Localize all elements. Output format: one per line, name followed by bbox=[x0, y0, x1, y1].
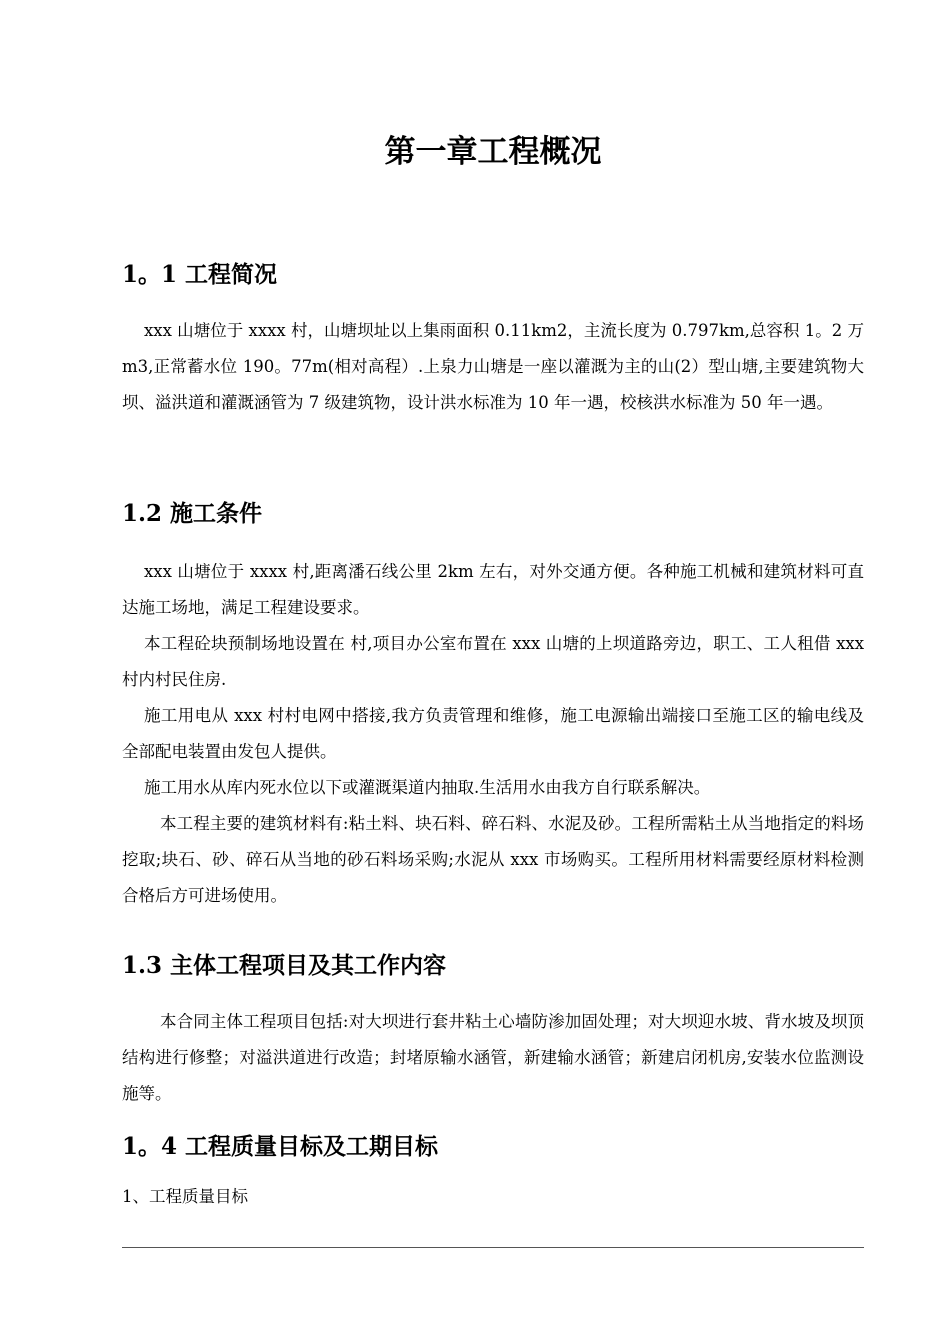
paragraph: xxx 山塘位于 xxxx 村,距离潘石线公里 2km 左右，对外交通方便。各种施工机械和建筑材料可直达施工场地，满足工程建设要求。 bbox=[122, 562, 864, 617]
paragraph: xxx 山塘位于 xxxx 村，山塘坝址以上集雨面积 0.11km2，主流长度为 0.797km,总容积 1。2 万 m3,正常蓄水位 190。77m(相对高程）.上泉力山塘是一座以灌溉为主的山(2）型山塘,主要建筑物大坝、溢洪道和灌溉涵管为 7 级建筑物，设计洪水标准为 10 年一遇，校核洪水标准为 50 年一遇。 bbox=[122, 321, 864, 412]
section-1-4 bbox=[122, 1131, 864, 1215]
paragraph: 本工程砼块预制场地设置在 村,项目办公室布置在 xxx 山塘的上坝道路旁边，职工、工人租借 xxx 村内村民住房. bbox=[122, 634, 864, 689]
footer-divider bbox=[122, 1247, 864, 1248]
section-1-2 bbox=[122, 498, 864, 914]
section-heading: 1。1 工程简况 bbox=[122, 261, 278, 288]
paragraph: 本工程主要的建筑材料有:粘土料、块石料、碎石料、水泥及砂。工程所需粘土从当地指定的料场挖取;块石、砂、碎石从当地的砂石料场采购;水泥从 xxx 市场购买。工程所用材料需要经原材料检测合格后方可进场使用。 bbox=[122, 814, 864, 905]
section-heading: 1。4 工程质量目标及工期目标 bbox=[122, 1133, 439, 1160]
section-1-3 bbox=[122, 950, 864, 1112]
section-1-1 bbox=[122, 259, 864, 421]
paragraph: 1、工程质量目标 bbox=[122, 1187, 248, 1206]
chapter-title: 第一章工程概况 bbox=[384, 134, 602, 170]
section-heading: 1.3 主体工程项目及其工作内容 bbox=[122, 952, 447, 979]
paragraph: 施工用水从库内死水位以下或灌溉渠道内抽取.生活用水由我方自行联系解决。 bbox=[144, 778, 711, 797]
paragraph: 施工用电从 xxx 村村电网中搭接,我方负责管理和维修，施工电源输出端接口至施工区的输电线及全部配电装置由发包人提供。 bbox=[122, 706, 864, 761]
section-heading: 1.2 施工条件 bbox=[122, 500, 263, 527]
paragraph: 本合同主体工程项目包括:对大坝进行套井粘土心墙防渗加固处理；对大坝迎水坡、背水坡及坝顶结构进行修整；对溢洪道进行改造；封堵原输水涵管，新建输水涵管；新建启闭机房,安装水位监测设施等。 bbox=[122, 1012, 864, 1103]
